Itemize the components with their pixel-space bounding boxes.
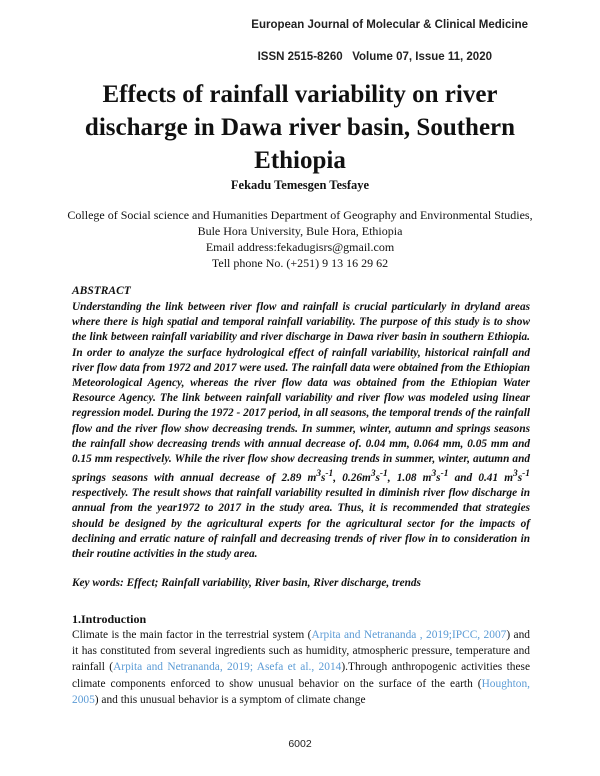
intro-text-4: ) and this unusual behavior is a symptom of climate change	[94, 693, 366, 706]
page-number: 6002	[288, 738, 312, 750]
unit-exp: -1	[522, 469, 530, 480]
abstract-sep-3: and 0.41 m	[448, 472, 514, 484]
unit-s: s	[375, 472, 380, 484]
unit-exp: -1	[379, 469, 388, 480]
citation-link[interactable]: Arpita and Netrananda , 2019;IPCC, 2007	[311, 629, 507, 641]
section-heading-introduction: 1.Introduction	[72, 612, 147, 626]
unit-exp: -1	[325, 469, 334, 480]
affiliation-line-2: Bule Hora University, Bule Hora, Ethiopia	[197, 224, 403, 238]
unit-sup: 3	[316, 469, 322, 480]
citation-link[interactable]: Arpita and Netrananda, 2019; Asefa et al., 2014	[113, 661, 342, 674]
paper-title: Effects of rainfall variability on river discharge in Dawa river basin, Southern Ethiopia	[84, 81, 516, 174]
author-phone: Tell phone No. (+251) 9 13 16 29 62	[211, 256, 389, 270]
abstract-sep-1: , 0.26m	[333, 472, 371, 484]
unit-s: s	[436, 472, 441, 484]
unit-s: s	[517, 472, 523, 484]
intro-text-3: ).Through anthropogenic activities these climate components enforced to show unusual behavior on the surface of the earth (	[72, 661, 531, 690]
abstract-heading: ABSTRACT	[72, 285, 131, 297]
author-email: Email address:fekadugisrs@gmail.com	[205, 240, 395, 254]
unit-sup: 3	[513, 469, 518, 480]
journal-name: European Journal of Molecular & Clinical Medicine	[251, 19, 528, 31]
abstract-text-1: Understanding the link between river flow and rainfall is crucial particularly in dryland areas where there is high spatial and temporal rainfall variability. The purpose of this study is to show the link between rainfall variability and river discharge in Dawa river basin in southern Ethiopia. In order to analyze the surface hydrological effect of rainfall variability, historical rainfall and river flow data from 1972 and 2017 were used. The rainfall data were obtained from the Ethiopian Meteorological Agency, whereas the river flow data was obtained from the Ethiopian Water Resource Agency. The link between rainfall variability and river flow was modeled using linear regression model. During the 1972 - 2017 period, in all seasons, the temporal trends of the rainfall flow and the river flow show decreasing trends. In summer, winter, autumn and springs seasons the rainfall show decreasing trends with annual decrease of. 0.04 mm, 0.064 mm, 0.05 mm and 0.15 mm respectively. While the river flow show decreasing trends in summer, winter, autumn and springs seasons with annual decrease of 2.89 m	[72, 301, 530, 484]
unit-exp: -1	[440, 469, 449, 480]
abstract-text-2: respectively. The result shows that rainfall variability resulted in diminish river flow discharge in annual from the year1972 to 2017 in the study area. Thus, it is recommended that strategies should be designed by the agricultural experts for the agricultural sector for the impacts of declining and erratic nature of rainfall and decreasing trends of river flow in to consideration in their routine activities in the study area.	[72, 487, 530, 561]
issn-volume-issue: ISSN 2515-8260 Volume 07, Issue 11, 2020	[257, 51, 492, 63]
keywords: Key words: Effect; Rainfall variability, River basin, River discharge, trends	[72, 577, 421, 589]
abstract-sep-2: , 1.08 m	[387, 472, 432, 484]
intro-text-1: Climate is the main factor in the terrestrial system (	[72, 629, 312, 641]
citation-link[interactable]: Houghton, 2005	[72, 677, 530, 706]
unit-s: s	[321, 472, 326, 484]
author-affiliation	[40, 207, 560, 271]
abstract-body	[72, 300, 530, 562]
unit-sup: 3	[431, 469, 437, 480]
author-name: Fekadu Temesgen Tesfaye	[230, 178, 370, 192]
unit-sup: 3	[370, 469, 376, 480]
affiliation-line-1: College of Social science and Humanities Department of Geography and Environmental Studies,	[67, 208, 533, 222]
introduction-paragraph	[72, 627, 530, 708]
intro-text-2: ) and it has constituted from several ingredients such as humidity, atmospheric pressure, temperature and rainfall (	[72, 629, 530, 674]
